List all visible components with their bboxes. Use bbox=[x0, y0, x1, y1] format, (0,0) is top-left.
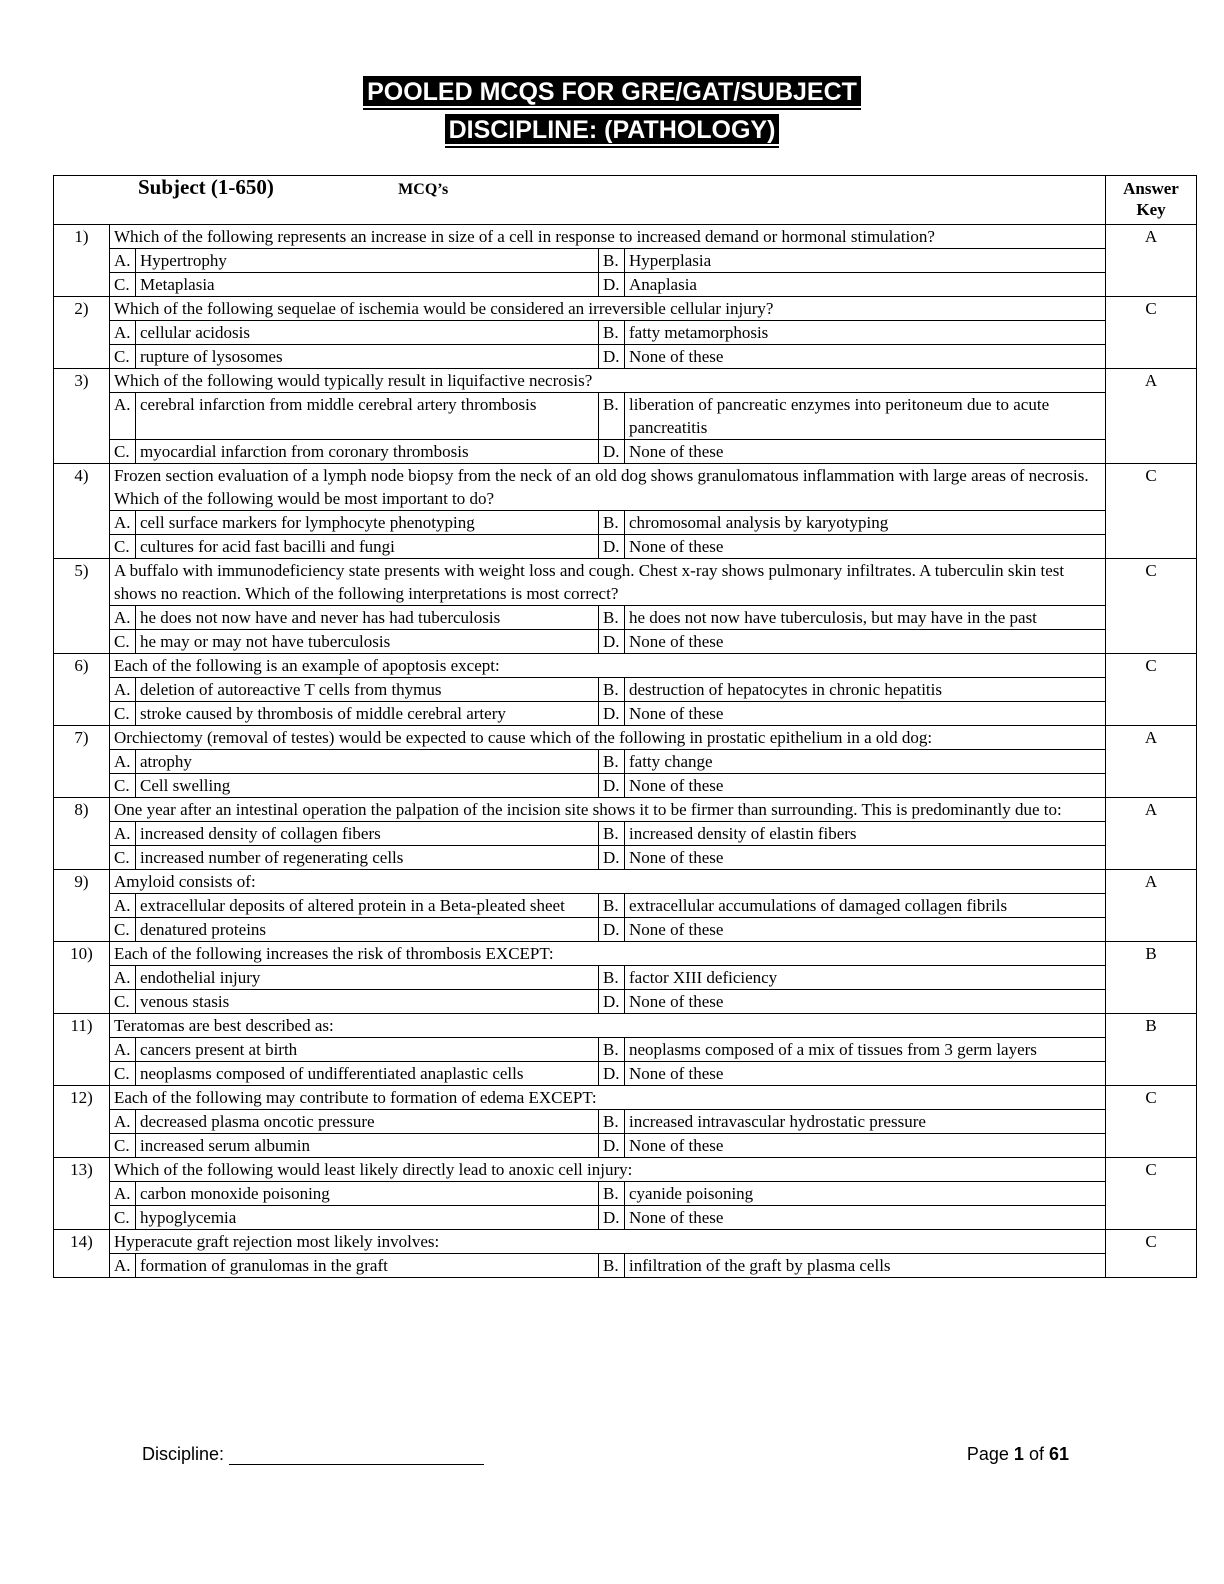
question-row bbox=[54, 1158, 1197, 1182]
options-row-cd bbox=[54, 846, 1197, 870]
option-b: increased density of elastin fibers bbox=[625, 822, 1106, 846]
answer-key-value: A bbox=[1106, 870, 1197, 942]
question-number: 1) bbox=[54, 225, 110, 297]
option-b: Hyperplasia bbox=[625, 249, 1106, 273]
question-number: 6) bbox=[54, 654, 110, 726]
option-c: increased serum albumin bbox=[136, 1134, 599, 1158]
options-row-ab bbox=[54, 1110, 1197, 1134]
option-c: rupture of lysosomes bbox=[136, 345, 599, 369]
option-letter-b: B. bbox=[599, 249, 625, 273]
option-letter-c: C. bbox=[110, 702, 136, 726]
option-letter-a: A. bbox=[110, 249, 136, 273]
option-a: atrophy bbox=[136, 750, 599, 774]
options-row-cd bbox=[54, 345, 1197, 369]
question-number: 7) bbox=[54, 726, 110, 798]
answer-key-value: C bbox=[1106, 1158, 1197, 1230]
question-text: Orchiectomy (removal of testes) would be expected to cause which of the following in prostatic epithelium in a old dog: bbox=[110, 726, 1106, 750]
question-row bbox=[54, 225, 1197, 249]
option-d: None of these bbox=[625, 1206, 1106, 1230]
option-letter-a: A. bbox=[110, 678, 136, 702]
options-row-ab bbox=[54, 822, 1197, 846]
answer-key-header: Answer Key bbox=[1106, 176, 1197, 225]
options-row-ab bbox=[54, 1254, 1197, 1278]
options-row-cd bbox=[54, 774, 1197, 798]
options-row-cd bbox=[54, 273, 1197, 297]
table-header-cell bbox=[54, 176, 1106, 225]
question-number: 8) bbox=[54, 798, 110, 870]
question-row bbox=[54, 654, 1197, 678]
option-letter-d: D. bbox=[599, 774, 625, 798]
answer-key-value: A bbox=[1106, 369, 1197, 464]
question-number: 9) bbox=[54, 870, 110, 942]
options-row-ab bbox=[54, 894, 1197, 918]
option-letter-b: B. bbox=[599, 321, 625, 345]
question-row bbox=[54, 369, 1197, 393]
question-text: Which of the following represents an increase in size of a cell in response to increased demand or hormonal stimulation? bbox=[110, 225, 1106, 249]
question-row bbox=[54, 726, 1197, 750]
document-title bbox=[0, 76, 1224, 146]
question-row bbox=[54, 798, 1197, 822]
question-text: Which of the following sequelae of ischemia would be considered an irreversible cellular injury? bbox=[110, 297, 1106, 321]
option-d: None of these bbox=[625, 345, 1106, 369]
option-letter-a: A. bbox=[110, 1182, 136, 1206]
option-a: endothelial injury bbox=[136, 966, 599, 990]
option-a: extracellular deposits of altered protein in a Beta-pleated sheet bbox=[136, 894, 599, 918]
option-d: None of these bbox=[625, 990, 1106, 1014]
options-row-ab bbox=[54, 393, 1197, 440]
answer-key-value: A bbox=[1106, 726, 1197, 798]
option-letter-c: C. bbox=[110, 990, 136, 1014]
question-row bbox=[54, 870, 1197, 894]
option-a: cancers present at birth bbox=[136, 1038, 599, 1062]
option-a: cell surface markers for lymphocyte phenotyping bbox=[136, 511, 599, 535]
option-letter-b: B. bbox=[599, 511, 625, 535]
option-b: fatty change bbox=[625, 750, 1106, 774]
option-b: cyanide poisoning bbox=[625, 1182, 1106, 1206]
question-row bbox=[54, 942, 1197, 966]
option-d: None of these bbox=[625, 846, 1106, 870]
option-b: neoplasms composed of a mix of tissues from 3 germ layers bbox=[625, 1038, 1106, 1062]
option-c: increased number of regenerating cells bbox=[136, 846, 599, 870]
question-text: Each of the following is an example of apoptosis except: bbox=[110, 654, 1106, 678]
question-number: 13) bbox=[54, 1158, 110, 1230]
option-c: neoplasms composed of undifferentiated anaplastic cells bbox=[136, 1062, 599, 1086]
options-row-cd bbox=[54, 630, 1197, 654]
page-of: of bbox=[1028, 1444, 1044, 1464]
option-letter-d: D. bbox=[599, 440, 625, 464]
mcq-table bbox=[53, 175, 1197, 1278]
question-row bbox=[54, 1014, 1197, 1038]
option-letter-a: A. bbox=[110, 966, 136, 990]
page-footer bbox=[0, 1444, 1224, 1474]
option-b: fatty metamorphosis bbox=[625, 321, 1106, 345]
option-a: cerebral infarction from middle cerebral artery thrombosis bbox=[136, 393, 599, 440]
option-letter-a: A. bbox=[110, 393, 136, 440]
option-b: factor XIII deficiency bbox=[625, 966, 1106, 990]
question-row bbox=[54, 464, 1197, 511]
option-d: None of these bbox=[625, 918, 1106, 942]
option-letter-b: B. bbox=[599, 1038, 625, 1062]
option-letter-b: B. bbox=[599, 822, 625, 846]
option-b: increased intravascular hydrostatic pressure bbox=[625, 1110, 1106, 1134]
answer-key-value: C bbox=[1106, 654, 1197, 726]
options-row-cd bbox=[54, 990, 1197, 1014]
question-number: 14) bbox=[54, 1230, 110, 1278]
question-number: 11) bbox=[54, 1014, 110, 1086]
page-current: 1 bbox=[1013, 1444, 1024, 1464]
option-b: chromosomal analysis by karyotyping bbox=[625, 511, 1106, 535]
options-row-ab bbox=[54, 1182, 1197, 1206]
question-text: Each of the following may contribute to formation of edema EXCEPT: bbox=[110, 1086, 1106, 1110]
option-letter-c: C. bbox=[110, 273, 136, 297]
question-text: Amyloid consists of: bbox=[110, 870, 1106, 894]
discipline-label: Discipline: bbox=[142, 1444, 225, 1464]
question-text: Which of the following would least likely directly lead to anoxic cell injury: bbox=[110, 1158, 1106, 1182]
option-d: None of these bbox=[625, 702, 1106, 726]
option-letter-b: B. bbox=[599, 393, 625, 440]
option-letter-c: C. bbox=[110, 1134, 136, 1158]
options-row-ab bbox=[54, 321, 1197, 345]
options-row-ab bbox=[54, 511, 1197, 535]
options-row-ab bbox=[54, 678, 1197, 702]
option-letter-a: A. bbox=[110, 750, 136, 774]
option-letter-d: D. bbox=[599, 1134, 625, 1158]
option-d: None of these bbox=[625, 1134, 1106, 1158]
question-number: 2) bbox=[54, 297, 110, 369]
option-letter-c: C. bbox=[110, 1062, 136, 1086]
question-number: 3) bbox=[54, 369, 110, 464]
table-header-row bbox=[54, 176, 1197, 225]
option-letter-c: C. bbox=[110, 1206, 136, 1230]
option-letter-c: C. bbox=[110, 440, 136, 464]
page-total: 61 bbox=[1048, 1444, 1069, 1464]
option-d: None of these bbox=[625, 1062, 1106, 1086]
option-letter-a: A. bbox=[110, 822, 136, 846]
question-row bbox=[54, 1230, 1197, 1254]
option-letter-c: C. bbox=[110, 846, 136, 870]
question-number: 4) bbox=[54, 464, 110, 559]
option-letter-b: B. bbox=[599, 1110, 625, 1134]
option-a: he does not now have and never has had tuberculosis bbox=[136, 606, 599, 630]
option-letter-c: C. bbox=[110, 345, 136, 369]
options-row-cd bbox=[54, 1206, 1197, 1230]
question-text: One year after an intestinal operation the palpation of the incision site shows it to be firmer than surrounding. This is predominantly due to: bbox=[110, 798, 1106, 822]
option-d: None of these bbox=[625, 774, 1106, 798]
page-number bbox=[967, 1444, 1069, 1465]
option-c: hypoglycemia bbox=[136, 1206, 599, 1230]
subject-label: Subject (1-650) bbox=[138, 175, 274, 199]
option-letter-a: A. bbox=[110, 1110, 136, 1134]
option-letter-b: B. bbox=[599, 1182, 625, 1206]
title-line-2: DISCIPLINE: (PATHOLOGY) bbox=[445, 114, 780, 146]
options-row-cd bbox=[54, 440, 1197, 464]
option-letter-c: C. bbox=[110, 630, 136, 654]
question-row bbox=[54, 559, 1197, 606]
option-letter-b: B. bbox=[599, 894, 625, 918]
option-letter-c: C. bbox=[110, 918, 136, 942]
question-number: 5) bbox=[54, 559, 110, 654]
option-letter-a: A. bbox=[110, 321, 136, 345]
answer-key-value: C bbox=[1106, 297, 1197, 369]
option-c: he may or may not have tuberculosis bbox=[136, 630, 599, 654]
option-c: venous stasis bbox=[136, 990, 599, 1014]
question-number: 10) bbox=[54, 942, 110, 1014]
question-text: Hyperacute graft rejection most likely involves: bbox=[110, 1230, 1106, 1254]
option-letter-b: B. bbox=[599, 1254, 625, 1278]
option-d: None of these bbox=[625, 440, 1106, 464]
option-letter-d: D. bbox=[599, 345, 625, 369]
option-letter-d: D. bbox=[599, 630, 625, 654]
option-letter-a: A. bbox=[110, 511, 136, 535]
discipline-blank-line bbox=[229, 1444, 484, 1465]
option-letter-a: A. bbox=[110, 606, 136, 630]
question-text: Frozen section evaluation of a lymph node biopsy from the neck of an old dog shows granulomatous inflammation with large areas of necrosis. Which of the following would be most important to do? bbox=[110, 464, 1106, 511]
option-b: he does not now have tuberculosis, but may have in the past bbox=[625, 606, 1106, 630]
option-letter-d: D. bbox=[599, 918, 625, 942]
option-letter-d: D. bbox=[599, 1206, 625, 1230]
question-row bbox=[54, 297, 1197, 321]
discipline-field bbox=[142, 1444, 484, 1465]
answer-key-value: A bbox=[1106, 225, 1197, 297]
option-a: Hypertrophy bbox=[136, 249, 599, 273]
answer-key-value: B bbox=[1106, 942, 1197, 1014]
option-b: liberation of pancreatic enzymes into peritoneum due to acute pancreatitis bbox=[625, 393, 1106, 440]
answer-key-value: C bbox=[1106, 1086, 1197, 1158]
option-b: infiltration of the graft by plasma cells bbox=[625, 1254, 1106, 1278]
option-b: extracellular accumulations of damaged collagen fibrils bbox=[625, 894, 1106, 918]
options-row-cd bbox=[54, 1062, 1197, 1086]
options-row-ab bbox=[54, 249, 1197, 273]
option-letter-a: A. bbox=[110, 1254, 136, 1278]
option-letter-b: B. bbox=[599, 750, 625, 774]
option-letter-d: D. bbox=[599, 1062, 625, 1086]
option-a: formation of granulomas in the graft bbox=[136, 1254, 599, 1278]
options-row-cd bbox=[54, 918, 1197, 942]
options-row-ab bbox=[54, 1038, 1197, 1062]
option-d: Anaplasia bbox=[625, 273, 1106, 297]
option-c: stroke caused by thrombosis of middle cerebral artery bbox=[136, 702, 599, 726]
title-line-1: POOLED MCQS FOR GRE/GAT/SUBJECT bbox=[363, 76, 861, 108]
options-row-cd bbox=[54, 1134, 1197, 1158]
option-c: Metaplasia bbox=[136, 273, 599, 297]
question-text: Which of the following would typically result in liquifactive necrosis? bbox=[110, 369, 1106, 393]
answer-key-value: C bbox=[1106, 1230, 1197, 1278]
option-c: myocardial infarction from coronary thrombosis bbox=[136, 440, 599, 464]
option-c: Cell swelling bbox=[136, 774, 599, 798]
option-letter-c: C. bbox=[110, 535, 136, 559]
mcqs-label: MCQ’s bbox=[398, 181, 449, 198]
question-row bbox=[54, 1086, 1197, 1110]
option-a: deletion of autoreactive T cells from thymus bbox=[136, 678, 599, 702]
question-number: 12) bbox=[54, 1086, 110, 1158]
option-a: decreased plasma oncotic pressure bbox=[136, 1110, 599, 1134]
answer-key-value: A bbox=[1106, 798, 1197, 870]
option-letter-d: D. bbox=[599, 702, 625, 726]
option-letter-b: B. bbox=[599, 606, 625, 630]
answer-key-value: B bbox=[1106, 1014, 1197, 1086]
options-row-cd bbox=[54, 535, 1197, 559]
option-letter-d: D. bbox=[599, 846, 625, 870]
question-text: Teratomas are best described as: bbox=[110, 1014, 1106, 1038]
question-text: Each of the following increases the risk of thrombosis EXCEPT: bbox=[110, 942, 1106, 966]
option-c: cultures for acid fast bacilli and fungi bbox=[136, 535, 599, 559]
option-d: None of these bbox=[625, 630, 1106, 654]
options-row-cd bbox=[54, 702, 1197, 726]
question-text: A buffalo with immunodeficiency state presents with weight loss and cough. Chest x-ray shows pulmonary infiltrates. A tuberculin skin test shows no reaction. Which of the following interpretations is most correct? bbox=[110, 559, 1106, 606]
page-prefix: Page bbox=[966, 1444, 1009, 1464]
option-letter-d: D. bbox=[599, 990, 625, 1014]
option-a: carbon monoxide poisoning bbox=[136, 1182, 599, 1206]
option-c: denatured proteins bbox=[136, 918, 599, 942]
option-letter-c: C. bbox=[110, 774, 136, 798]
option-b: destruction of hepatocytes in chronic hepatitis bbox=[625, 678, 1106, 702]
options-row-ab bbox=[54, 750, 1197, 774]
answer-key-value: C bbox=[1106, 464, 1197, 559]
option-letter-b: B. bbox=[599, 678, 625, 702]
option-letter-a: A. bbox=[110, 894, 136, 918]
option-letter-d: D. bbox=[599, 535, 625, 559]
option-letter-a: A. bbox=[110, 1038, 136, 1062]
options-row-ab bbox=[54, 966, 1197, 990]
options-row-ab bbox=[54, 606, 1197, 630]
option-letter-b: B. bbox=[599, 966, 625, 990]
option-letter-d: D. bbox=[599, 273, 625, 297]
answer-key-value: C bbox=[1106, 559, 1197, 654]
option-a: cellular acidosis bbox=[136, 321, 599, 345]
option-d: None of these bbox=[625, 535, 1106, 559]
option-a: increased density of collagen fibers bbox=[136, 822, 599, 846]
